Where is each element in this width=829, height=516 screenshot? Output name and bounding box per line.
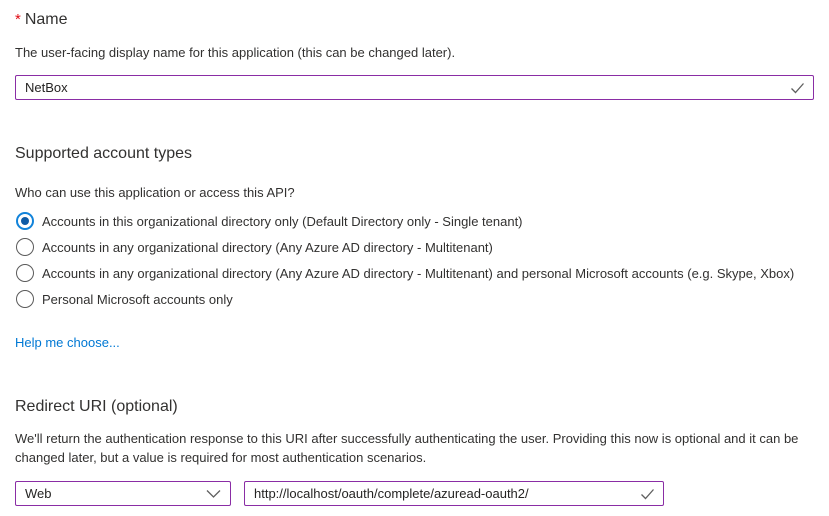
radio-option-multitenant[interactable] — [15, 238, 814, 256]
account-type-radio-group — [15, 212, 814, 308]
redirect-uri-row — [15, 481, 814, 506]
name-title-text: Name — [24, 11, 68, 28]
name-input[interactable] — [15, 75, 814, 100]
radio-button-icon[interactable] — [16, 290, 34, 308]
redirect-uri-description: We'll return the authentication response to this URI after successfully authenticating the user. Providing this now is optional and it can be changed later, but a value is required for most authentication scenarios. — [15, 431, 799, 465]
radio-option-label: Accounts in any organizational directory (Any Azure AD directory - Multitenant) — [42, 239, 493, 255]
radio-option-single-tenant[interactable] — [15, 212, 814, 230]
name-description: The user-facing display name for this application (this can be changed later). — [15, 45, 456, 60]
redirect-uri-input[interactable] — [244, 481, 664, 506]
name-field-container — [15, 75, 814, 100]
uri-field-container — [244, 481, 664, 506]
help-me-choose-link[interactable]: Help me choose... — [15, 335, 120, 350]
platform-select[interactable] — [15, 481, 231, 506]
valid-checkmark-icon — [790, 82, 805, 94]
account-types-question: Who can use this application or access this API? — [15, 185, 295, 200]
radio-option-label: Personal Microsoft accounts only — [42, 291, 233, 307]
radio-option-label: Accounts in this organizational directory only (Default Directory only - Single tenant) — [42, 213, 523, 229]
radio-button-icon[interactable] — [16, 264, 34, 282]
platform-select-value: Web — [25, 486, 52, 501]
name-section-title — [15, 0, 814, 30]
radio-option-multitenant-personal[interactable] — [15, 264, 814, 282]
account-types-title: Supported account types — [15, 145, 193, 162]
required-asterisk: * — [15, 11, 21, 28]
chevron-down-icon — [206, 489, 221, 498]
radio-option-personal-only[interactable] — [15, 290, 814, 308]
redirect-uri-title: Redirect URI (optional) — [15, 398, 178, 415]
radio-option-label: Accounts in any organizational directory (Any Azure AD directory - Multitenant) and personal Microsoft accounts (e.g. Skype, Xbox) — [42, 265, 795, 281]
radio-button-icon[interactable] — [16, 238, 34, 256]
radio-button-icon[interactable] — [16, 212, 34, 230]
valid-checkmark-icon — [640, 488, 655, 500]
